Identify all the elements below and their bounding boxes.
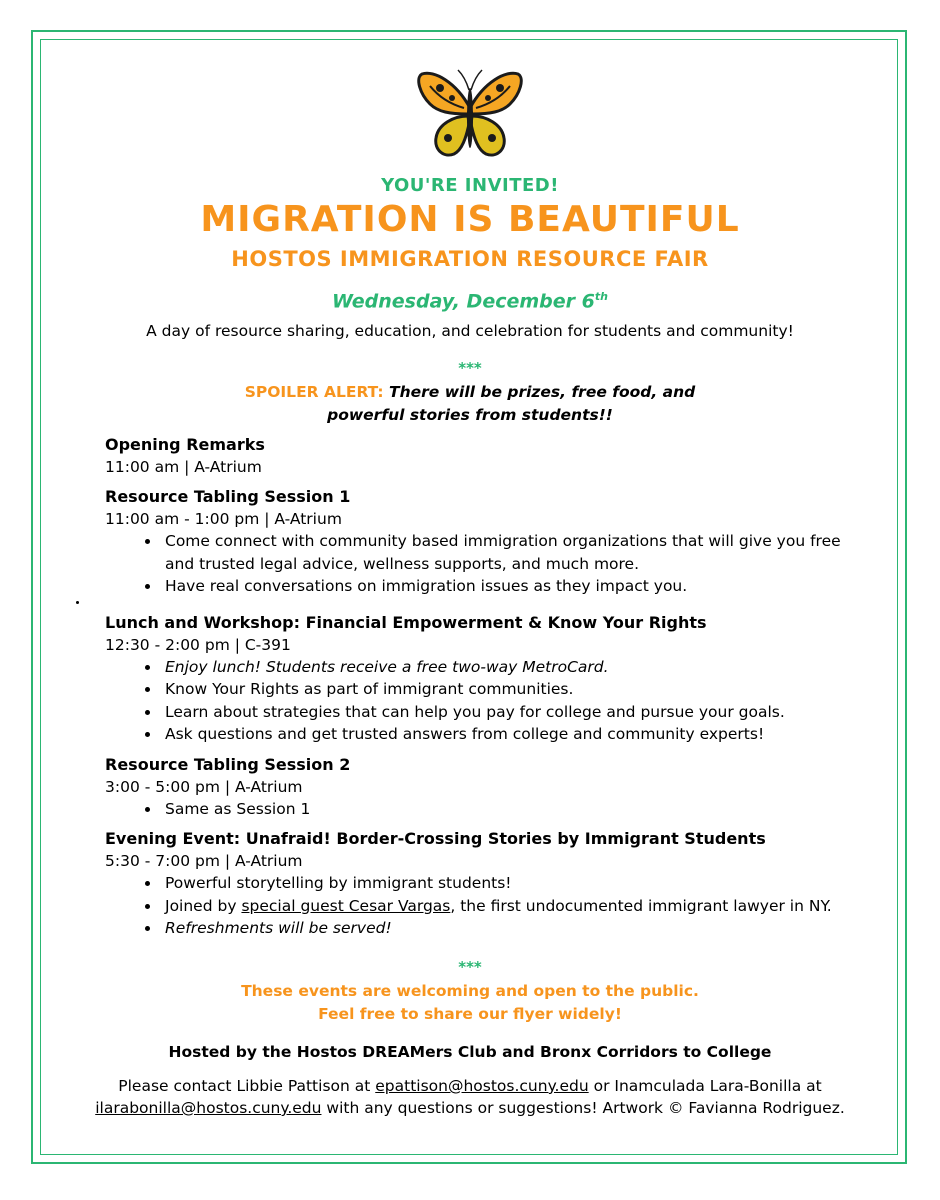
schedule	[105, 434, 865, 948]
event-date	[60, 290, 880, 312]
spoiler-text-line1: There will be prizes, free food, and	[389, 383, 696, 401]
section-title: Lunch and Workshop: Financial Empowerment & Know Your Rights	[105, 612, 707, 632]
section-list	[105, 530, 865, 598]
schedule-section	[105, 828, 865, 940]
guest-link[interactable]: special guest Cesar Vargas	[241, 896, 451, 915]
invited-heading: YOU'RE INVITED!	[381, 175, 559, 196]
list-item: • Have real conversations on immigration issues as they impact you.	[161, 575, 865, 598]
contact-mid: or Inamculada Lara-Bonilla at	[588, 1077, 822, 1095]
contact-pre: Please contact Libbie Pattison at	[118, 1077, 376, 1095]
section-time: 3:00 - 5:00 pm | A-Atrium	[105, 777, 303, 796]
list-item	[161, 895, 865, 918]
list-item: • Know Your Rights as part of immigrant communities.	[161, 678, 865, 701]
schedule-section	[105, 612, 865, 746]
divider-stars: ***	[458, 359, 482, 377]
event-date-main: Wednesday, December 6	[332, 290, 595, 313]
list-item: • Ask questions and get trusted answers from college and community experts!	[161, 723, 865, 746]
email-link-2[interactable]: ilarabonilla@hostos.cuny.edu	[95, 1099, 322, 1117]
section-title: Resource Tabling Session 2	[105, 754, 351, 774]
event-date-suffix: th	[594, 290, 608, 303]
section-time: 11:00 am - 1:00 pm | A-Atrium	[105, 510, 342, 528]
schedule-section	[105, 486, 865, 598]
schedule-section	[105, 434, 865, 478]
spoiler-alert	[60, 381, 880, 427]
public-notice	[60, 980, 880, 1026]
section-time: 11:00 am | A-Atrium	[105, 458, 262, 476]
section-title: Resource Tabling Session 1	[105, 487, 351, 506]
spoiler-label: SPOILER ALERT:	[244, 383, 384, 401]
section-title: Evening Event: Unafraid! Border-Crossing Stories by Immigrant Students	[105, 829, 766, 848]
tagline: A day of resource sharing, education, and celebration for students and community!	[146, 322, 794, 340]
butterfly-icon	[416, 68, 524, 162]
stray-dot	[76, 601, 79, 604]
section-list	[105, 872, 865, 940]
public-line1: These events are welcoming and open to the public.	[241, 982, 699, 1000]
hosted-by: Hosted by the Hostos DREAMers Club and Bronx Corridors to College	[168, 1043, 772, 1061]
section-title: Opening Remarks	[105, 435, 265, 454]
section-list	[105, 656, 865, 746]
spoiler-text-line2: powerful stories from students!!	[327, 406, 613, 424]
list-item-pre: Joined by	[165, 896, 242, 915]
contact-info	[60, 1075, 880, 1119]
list-item: • Enjoy lunch! Students receive a free two-way MetroCard.	[161, 656, 865, 679]
divider-stars: ***	[458, 958, 482, 976]
section-time: 12:30 - 2:00 pm | C-391	[105, 635, 291, 654]
list-item: • Learn about strategies that can help you pay for college and pursue your goals.	[161, 701, 865, 724]
page-title: MIGRATION IS BEAUTIFUL	[200, 199, 740, 240]
schedule-section	[105, 754, 865, 821]
contact-post: with any questions or suggestions! Artwork © Favianna Rodriguez.	[321, 1099, 845, 1117]
email-link-1[interactable]: epattison@hostos.cuny.edu	[375, 1077, 589, 1095]
public-line2: Feel free to share our flyer widely!	[318, 1005, 622, 1023]
list-item: • Powerful storytelling by immigrant students!	[161, 872, 865, 895]
list-item: • Same as Session 1	[161, 798, 865, 821]
section-time: 5:30 - 7:00 pm | A-Atrium	[105, 852, 303, 870]
page-subtitle: HOSTOS IMMIGRATION RESOURCE FAIR	[231, 247, 709, 271]
section-list	[105, 798, 865, 821]
list-item-post: , the first undocumented immigrant lawyer in NY.	[450, 896, 832, 915]
list-item: • Refreshments will be served!	[161, 917, 865, 940]
list-item: • Come connect with community based immigration organizations that will give you free and trusted legal advice, wellness supports, and much more.	[161, 530, 865, 575]
